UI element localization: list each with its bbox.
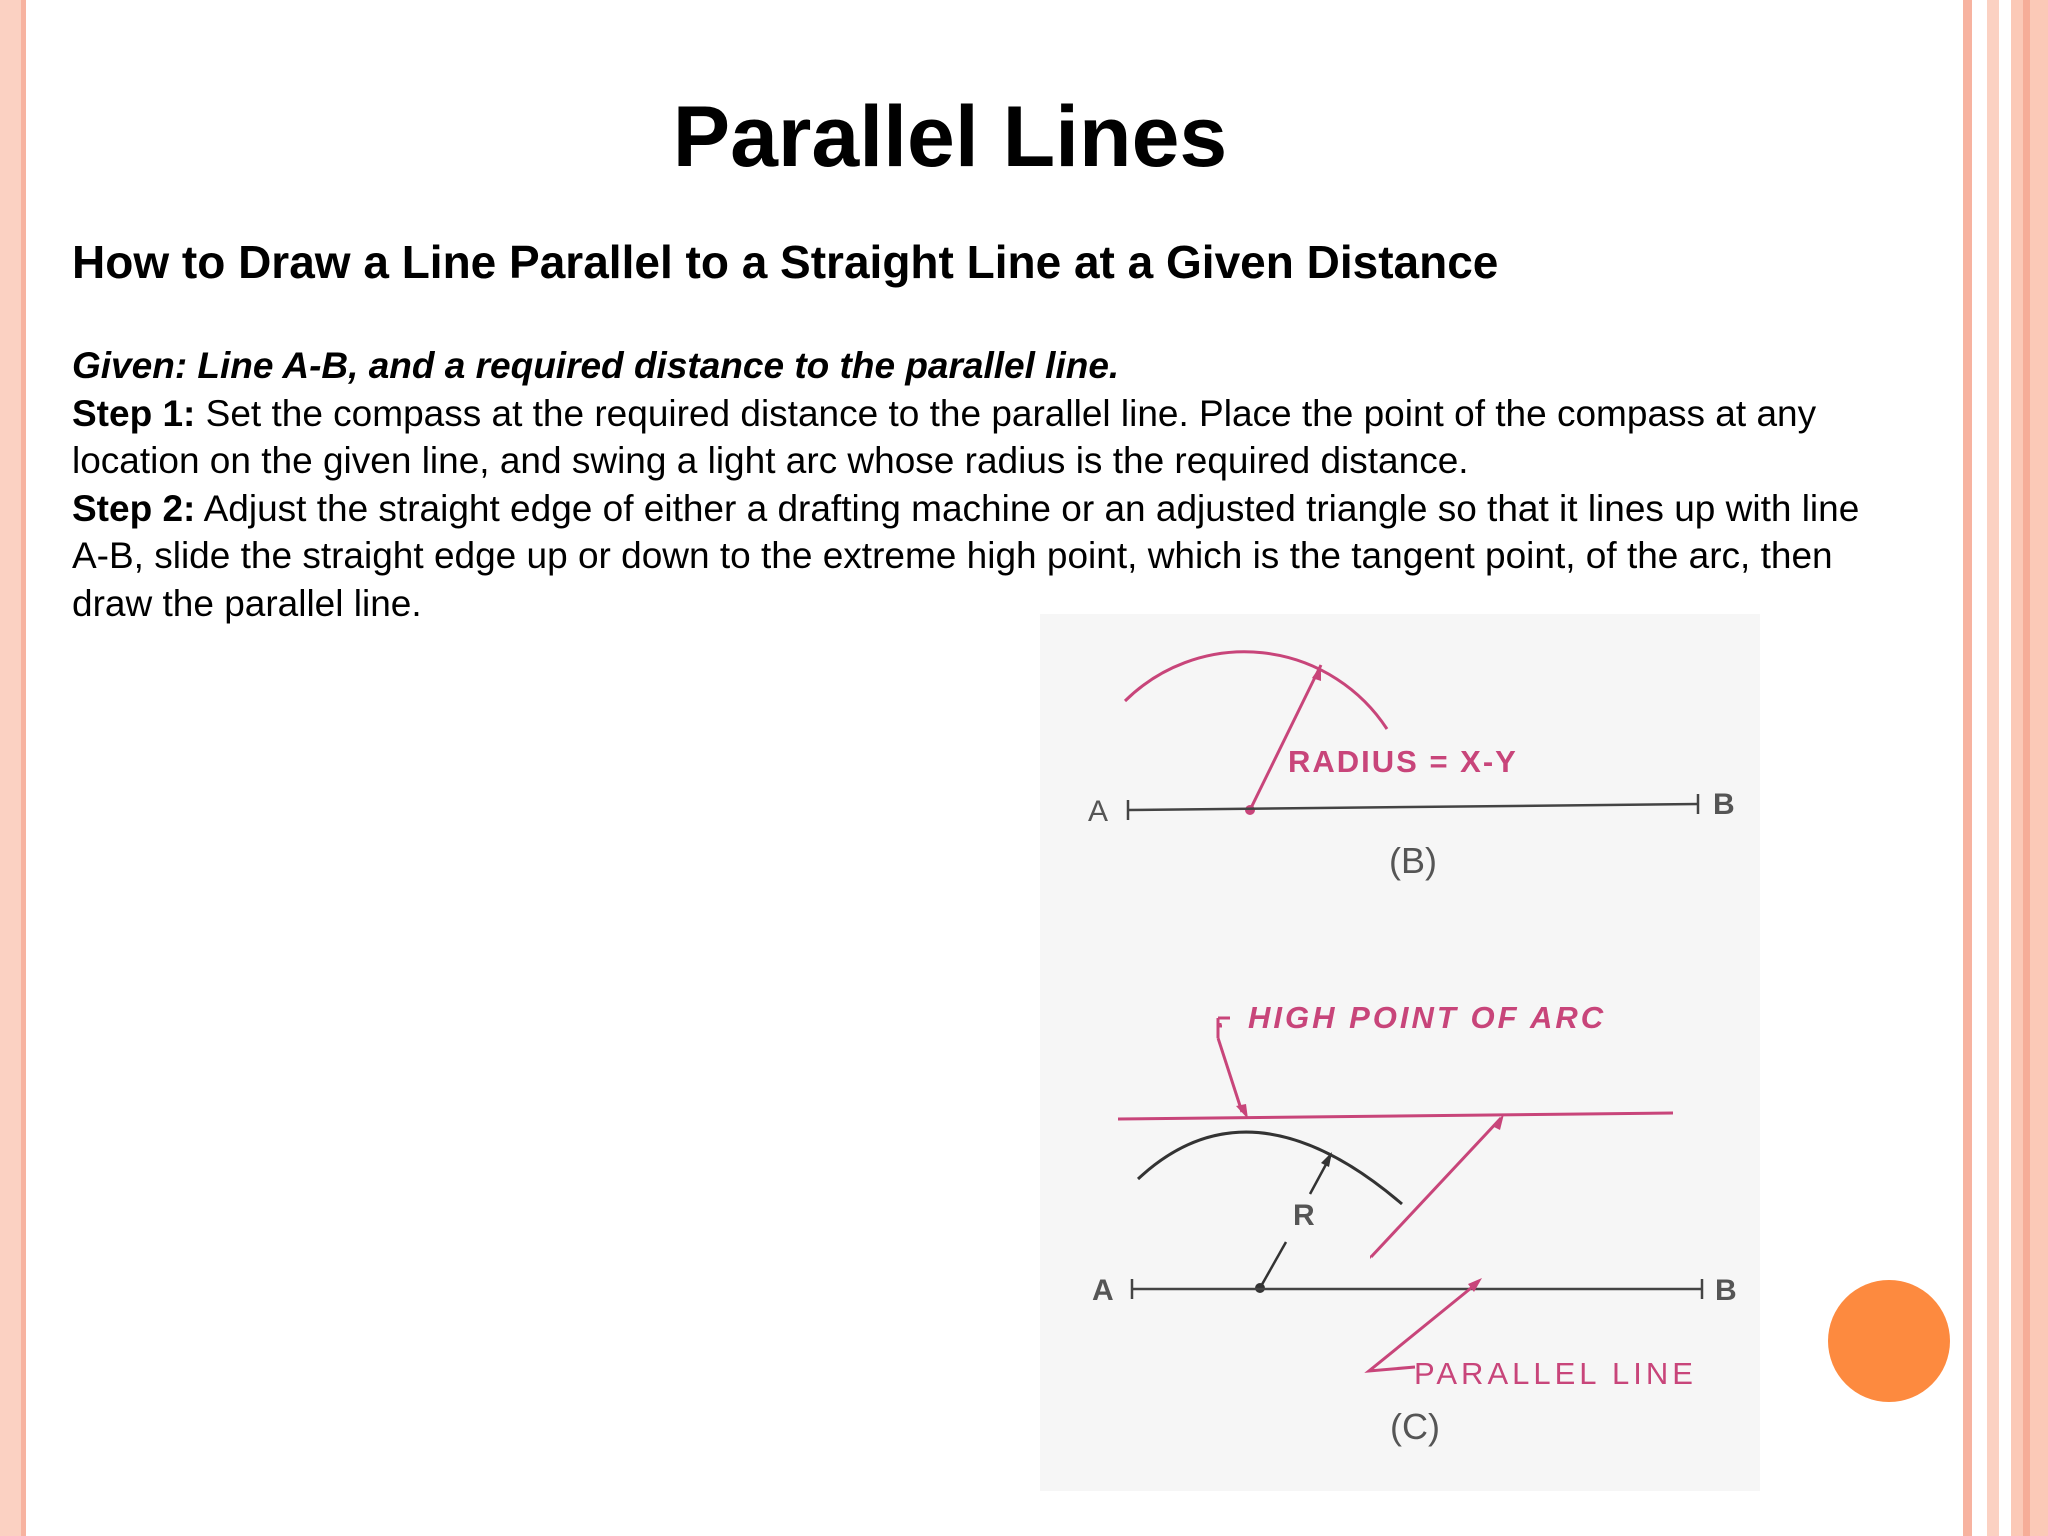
b-label-b: B [1713, 788, 1735, 821]
right-border-stripe [2023, 0, 2030, 1536]
step-2-paragraph [72, 485, 1902, 628]
c-high-point-label: HIGH POINT OF ARC [1248, 1000, 1607, 1035]
step-1-label: Step 1: [72, 392, 196, 434]
figure-b [1088, 652, 1735, 881]
b-line-ab [1128, 804, 1698, 810]
construction-figure [1040, 614, 1760, 1491]
orange-circle-decoration [1828, 1280, 1950, 1402]
construction-diagram [1040, 614, 1760, 1491]
c-high-point-diagonal [1218, 1038, 1242, 1112]
c-radius-lower [1260, 1242, 1286, 1288]
b-caption: (B) [1389, 840, 1437, 881]
step-2-label: Step 2: [72, 487, 196, 529]
c-parallel-line [1118, 1113, 1673, 1119]
c-high-point-leader [1220, 1023, 1222, 1026]
c-compass-arc [1138, 1132, 1402, 1204]
c-label-a: A [1092, 1274, 1114, 1307]
right-border-stripe [1987, 0, 1999, 1536]
slide-title: Parallel Lines [672, 89, 1228, 185]
c-leader-to-parallel [1371, 1118, 1501, 1257]
b-compass-arc [1125, 652, 1387, 729]
right-border-decoration [1963, 0, 2048, 1536]
b-radius-label: RADIUS = X-Y [1288, 744, 1518, 779]
c-leader-upper [1369, 1117, 1502, 1214]
figure-c [1092, 1000, 1737, 1447]
step-2-text: Adjust the straight edge of either a drafting machine or an adjusted triangle so that it lines up with line A-B, slide the straight edge up or down to the extreme high point, which is the tangent point, of the arc, then draw the parallel line. [72, 487, 1860, 624]
c-label-b: B [1715, 1274, 1737, 1307]
right-border-stripe [1963, 0, 1972, 1536]
step-1-paragraph [72, 390, 1902, 485]
c-caption: (C) [1390, 1406, 1440, 1447]
left-border-decoration [0, 0, 26, 1536]
b-label-a: A [1088, 795, 1109, 828]
slide-subtitle: How to Draw a Line Parallel to a Straight Line at a Given Distance [72, 236, 1499, 288]
step-1-text: Set the compass at the required distance to the parallel line. Place the point of the compass at any location on the given line, and swing a light arc whose radius is the required distance. [72, 392, 1817, 481]
given-statement: Given: Line A-B, and a required distance to the parallel line. [72, 345, 1120, 386]
instructions-text [72, 342, 1902, 627]
c-parallel-label: PARALLEL LINE [1414, 1356, 1697, 1391]
c-r-label: R [1293, 1199, 1315, 1232]
left-border-line [21, 0, 26, 1536]
b-radius-line [1250, 665, 1321, 810]
